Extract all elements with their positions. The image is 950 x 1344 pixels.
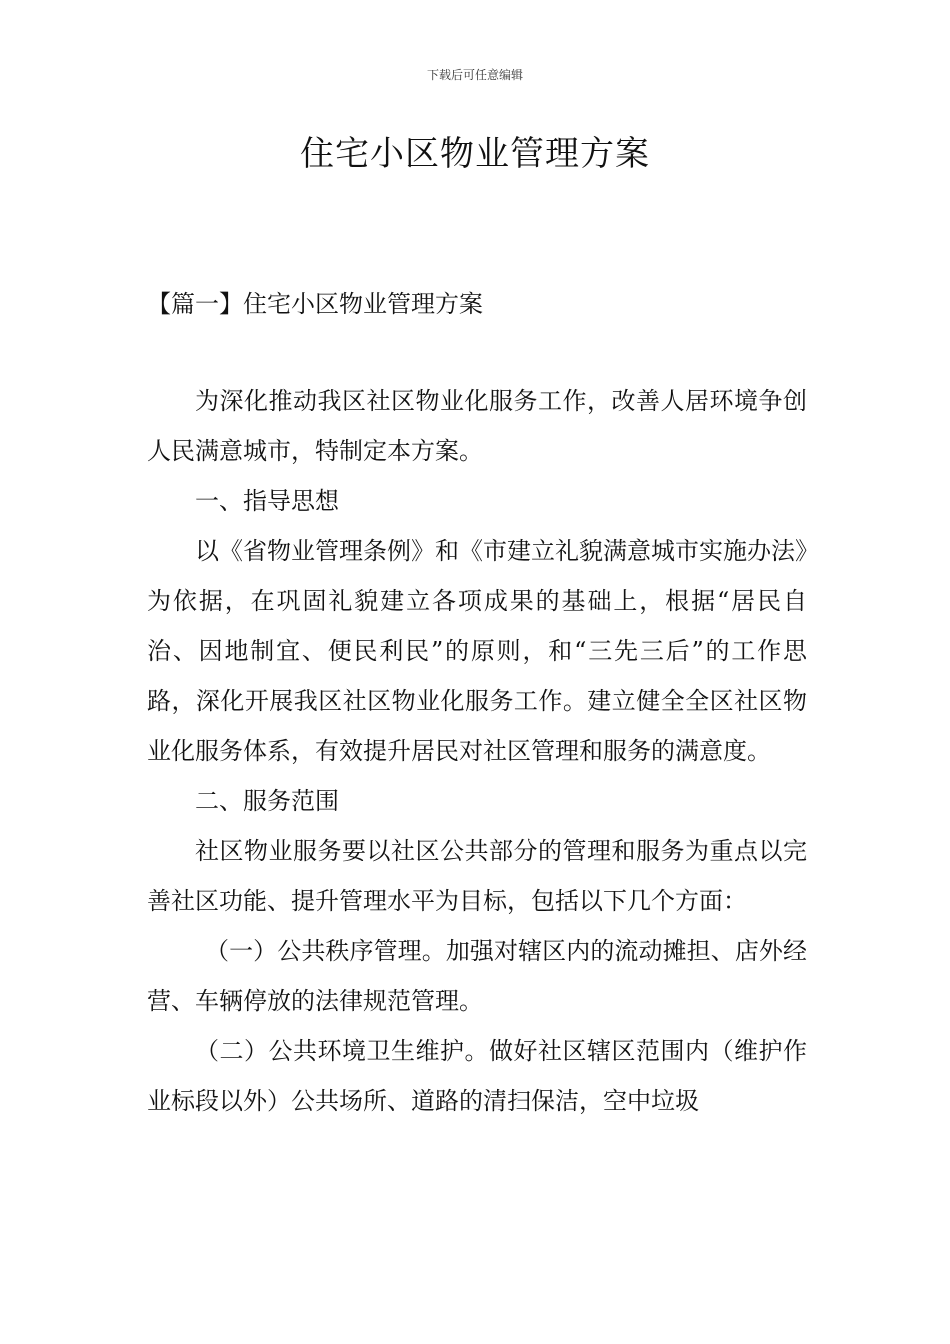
section-heading: 【篇一】住宅小区物业管理方案: [147, 290, 483, 318]
heading-guiding-ideology: 一、指导思想: [195, 487, 339, 515]
header-note: 下载后可任意编辑: [426, 68, 523, 82]
heading-service-scope: 二、服务范围: [195, 787, 339, 815]
paragraph-item-2: （二）公共环境卫生维护。做好社区辖区范围内（维护作业标段以外）公共场所、道路的清扫保洁，空中垃圾: [147, 1037, 807, 1115]
paragraph-guiding-ideology: 以《省物业管理条例》和《市建立礼貌满意城市实施办法》为依据，在巩固礼貌建立各项成果的基础上，根据“居民自治、因地制宜、便民利民”的原则，和“三先三后”的工作思路，深化开展我区社区物业化服务工作。建立健全全区社区物业化服务体系，有效提升居民对社区管理和服务的满意度。: [147, 537, 807, 765]
paragraph-intro: 为深化推动我区社区物业化服务工作，改善人居环境争创人民满意城市，特制定本方案。: [147, 387, 807, 465]
paragraph-item-1: （一）公共秩序管理。加强对辖区内的流动摊担、店外经营、车辆停放的法律规范管理。: [147, 937, 807, 1015]
paragraph-service-scope: 社区物业服务要以社区公共部分的管理和服务为重点以完善社区功能、提升管理水平为目标，包括以下几个方面：: [147, 837, 807, 915]
document-title: 住宅小区物业管理方案: [300, 134, 650, 174]
document-body: [147, 376, 807, 1126]
